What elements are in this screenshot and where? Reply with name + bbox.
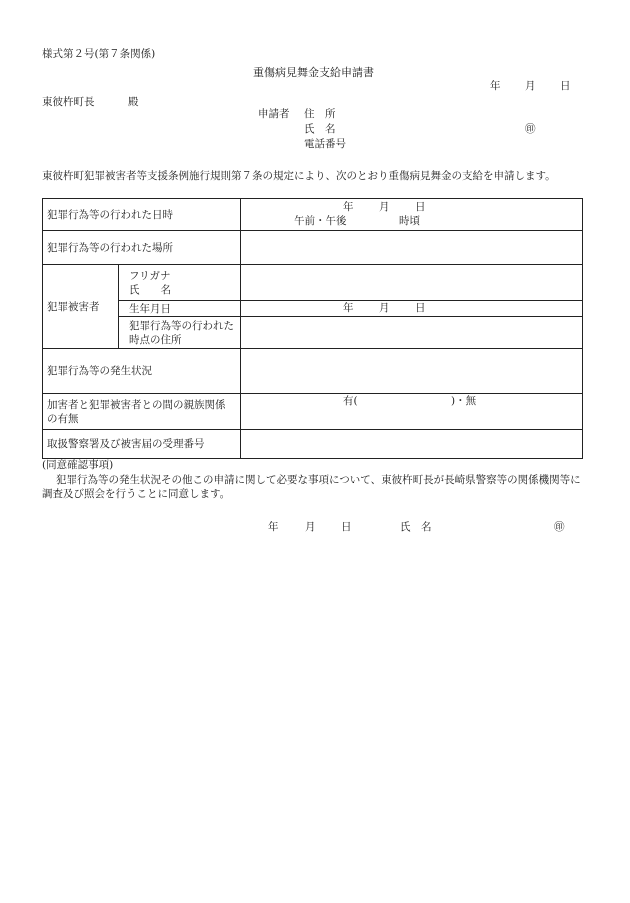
- consent-name-label: 氏 名: [400, 521, 432, 533]
- page-title: 重傷病見舞金支給申請書: [253, 66, 374, 79]
- victim-birth-field[interactable]: [241, 301, 583, 317]
- victim-name-label: 氏 名: [129, 283, 171, 296]
- victim-birth-month: 月: [379, 302, 390, 314]
- applicant-name-label: 氏 名: [304, 123, 336, 135]
- victim-name-field[interactable]: [241, 265, 583, 301]
- addressee-name: 東彼杵町長: [42, 96, 95, 108]
- applicant-address-label: 住 所: [304, 108, 336, 120]
- police-label: 取扱警察署及び被害届の受理番号: [43, 430, 241, 459]
- addressee-honorific: 殿: [128, 96, 139, 108]
- row-police: [43, 430, 583, 459]
- consent-seal-mark: ㊞: [554, 521, 565, 533]
- applicant-seal-mark: ㊞: [525, 123, 536, 135]
- crime-place-field[interactable]: [241, 231, 583, 265]
- row-situation: [43, 349, 583, 394]
- consent-heading: (同意確認事項): [42, 459, 114, 471]
- applicant-label: 申請者: [258, 108, 290, 120]
- intro-text: 東彼杵町犯罪被害者等支援条例施行規則第７条の規定により、次のとおり重傷病見舞金の支給を申請します。: [42, 170, 556, 182]
- crime-date-field[interactable]: [241, 199, 583, 231]
- victim-label: 犯罪被害者: [43, 265, 119, 349]
- date-month-label: 月: [525, 80, 536, 92]
- date-year-label: 年: [490, 80, 501, 92]
- crime-place-label: 犯罪行為等の行われた場所: [43, 231, 241, 265]
- victim-furigana-label: フリガナ: [129, 269, 171, 282]
- crime-date-ampm: 午前・午後: [294, 215, 347, 227]
- application-table: [42, 198, 583, 459]
- row-crime-date: [43, 199, 583, 231]
- crime-date-day: 日: [415, 201, 426, 213]
- situation-field[interactable]: [241, 349, 583, 394]
- date-day-label: 日: [560, 80, 571, 92]
- form-number: 様式第２号(第７条関係): [42, 48, 156, 60]
- crime-date-time: 時頃: [399, 215, 420, 227]
- applicant-phone-label: 電話番号: [304, 138, 346, 150]
- row-victim-name: [43, 265, 583, 301]
- row-crime-place: [43, 231, 583, 265]
- victim-birth-year: 年: [343, 302, 354, 314]
- consent-text: 犯罪行為等の発生状況その他この申請に関して必要な事項について、東彼杵町長が長崎県警察等の関係機関等に調査及び照会を行うことに同意します。: [42, 474, 581, 500]
- relation-label: 加害者と犯罪被害者との間の親族関係の有無: [43, 394, 241, 430]
- relation-yes-option[interactable]: 有(: [343, 395, 358, 407]
- police-field[interactable]: [241, 430, 583, 459]
- victim-address-label: 犯罪行為等の行われた時点の住所: [119, 317, 241, 349]
- crime-date-month: 月: [379, 201, 390, 213]
- consent-month: 月: [305, 521, 316, 533]
- relation-no-option[interactable]: )・無: [451, 395, 477, 407]
- crime-date-year: 年: [343, 201, 354, 213]
- crime-date-label: 犯罪行為等の行われた日時: [43, 199, 241, 231]
- row-relation: [43, 394, 583, 430]
- consent-day: 日: [341, 521, 352, 533]
- row-victim-birth: [43, 301, 583, 317]
- relation-field[interactable]: [241, 394, 583, 430]
- situation-label: 犯罪行為等の発生状況: [43, 349, 241, 394]
- victim-birth-label: 生年月日: [119, 301, 241, 317]
- victim-name-label-cell: [119, 265, 241, 301]
- row-victim-address: [43, 317, 583, 349]
- victim-birth-day: 日: [415, 302, 426, 314]
- consent-year: 年: [268, 521, 279, 533]
- victim-address-field[interactable]: [241, 317, 583, 349]
